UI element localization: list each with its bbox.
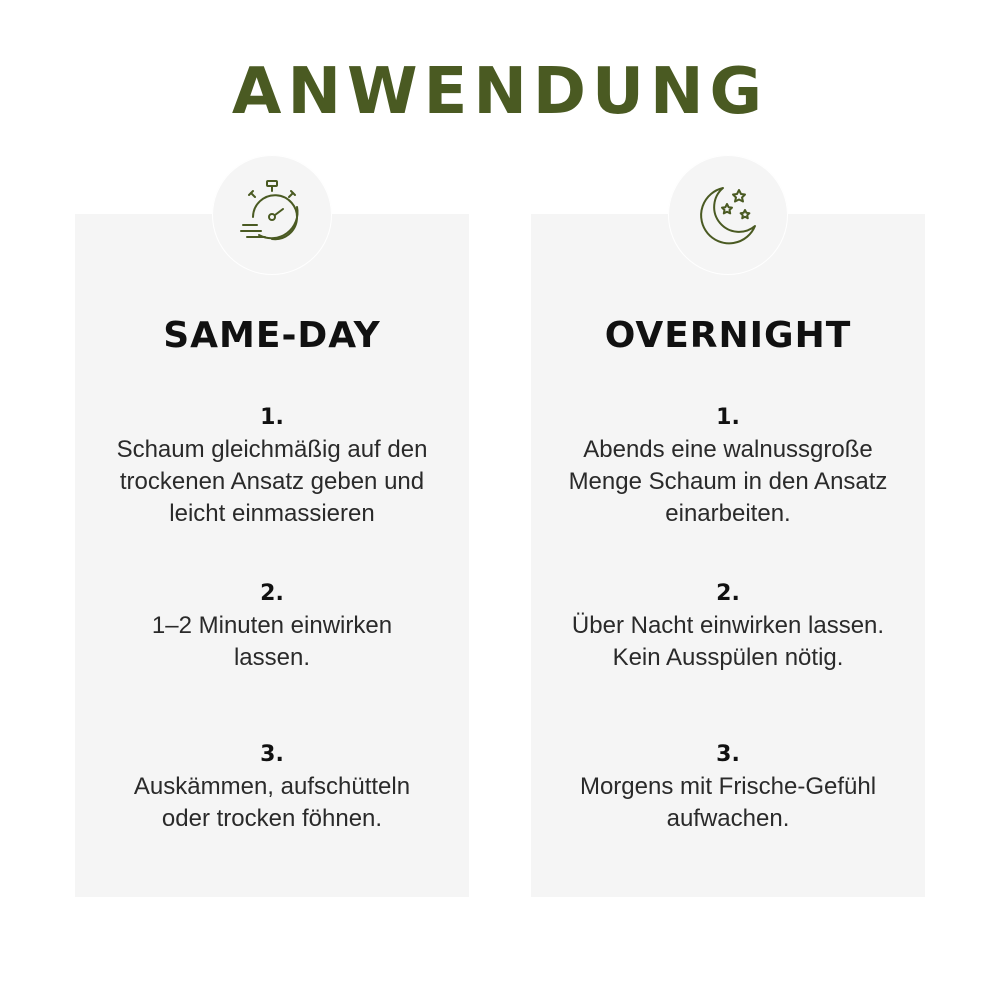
moon-stars-icon [693,180,763,250]
step-item [531,739,925,835]
step-number: 3. [260,742,284,767]
step-text: Morgens mit Frische-Gefühl aufwachen. [579,773,877,832]
step-number: 2. [260,581,284,606]
step-number: 1. [716,405,740,430]
step-number: 1. [260,405,284,430]
card-same-day [75,214,469,897]
card-overnight [531,214,925,897]
step-text: Über Nacht einwirken lassen. Kein Ausspülen nötig. [571,612,885,671]
step-item [531,402,925,530]
step-text: Abends eine walnussgroße Menge Schaum in den Ansatz einarbeiten. [568,436,888,527]
step-text: Auskämmen, aufschütteln oder trocken föhnen. [133,773,411,832]
step-text: 1–2 Minuten einwirken lassen. [151,612,393,671]
step-item [75,402,469,530]
step-text: Schaum gleichmäßig auf den trockenen Ansatz geben und leicht einmassieren [116,436,428,527]
step-number: 2. [716,581,740,606]
card-title: SAME-DAY [163,315,381,356]
step-item [531,578,925,674]
icon-badge-overnight [668,155,788,275]
step-number: 3. [716,742,740,767]
stopwatch-icon [237,177,307,253]
card-title: OVERNIGHT [604,315,852,356]
step-item [75,739,469,835]
icon-badge-same-day [212,155,332,275]
step-item [75,578,469,674]
page-title: ANWENDUNG [231,55,769,129]
